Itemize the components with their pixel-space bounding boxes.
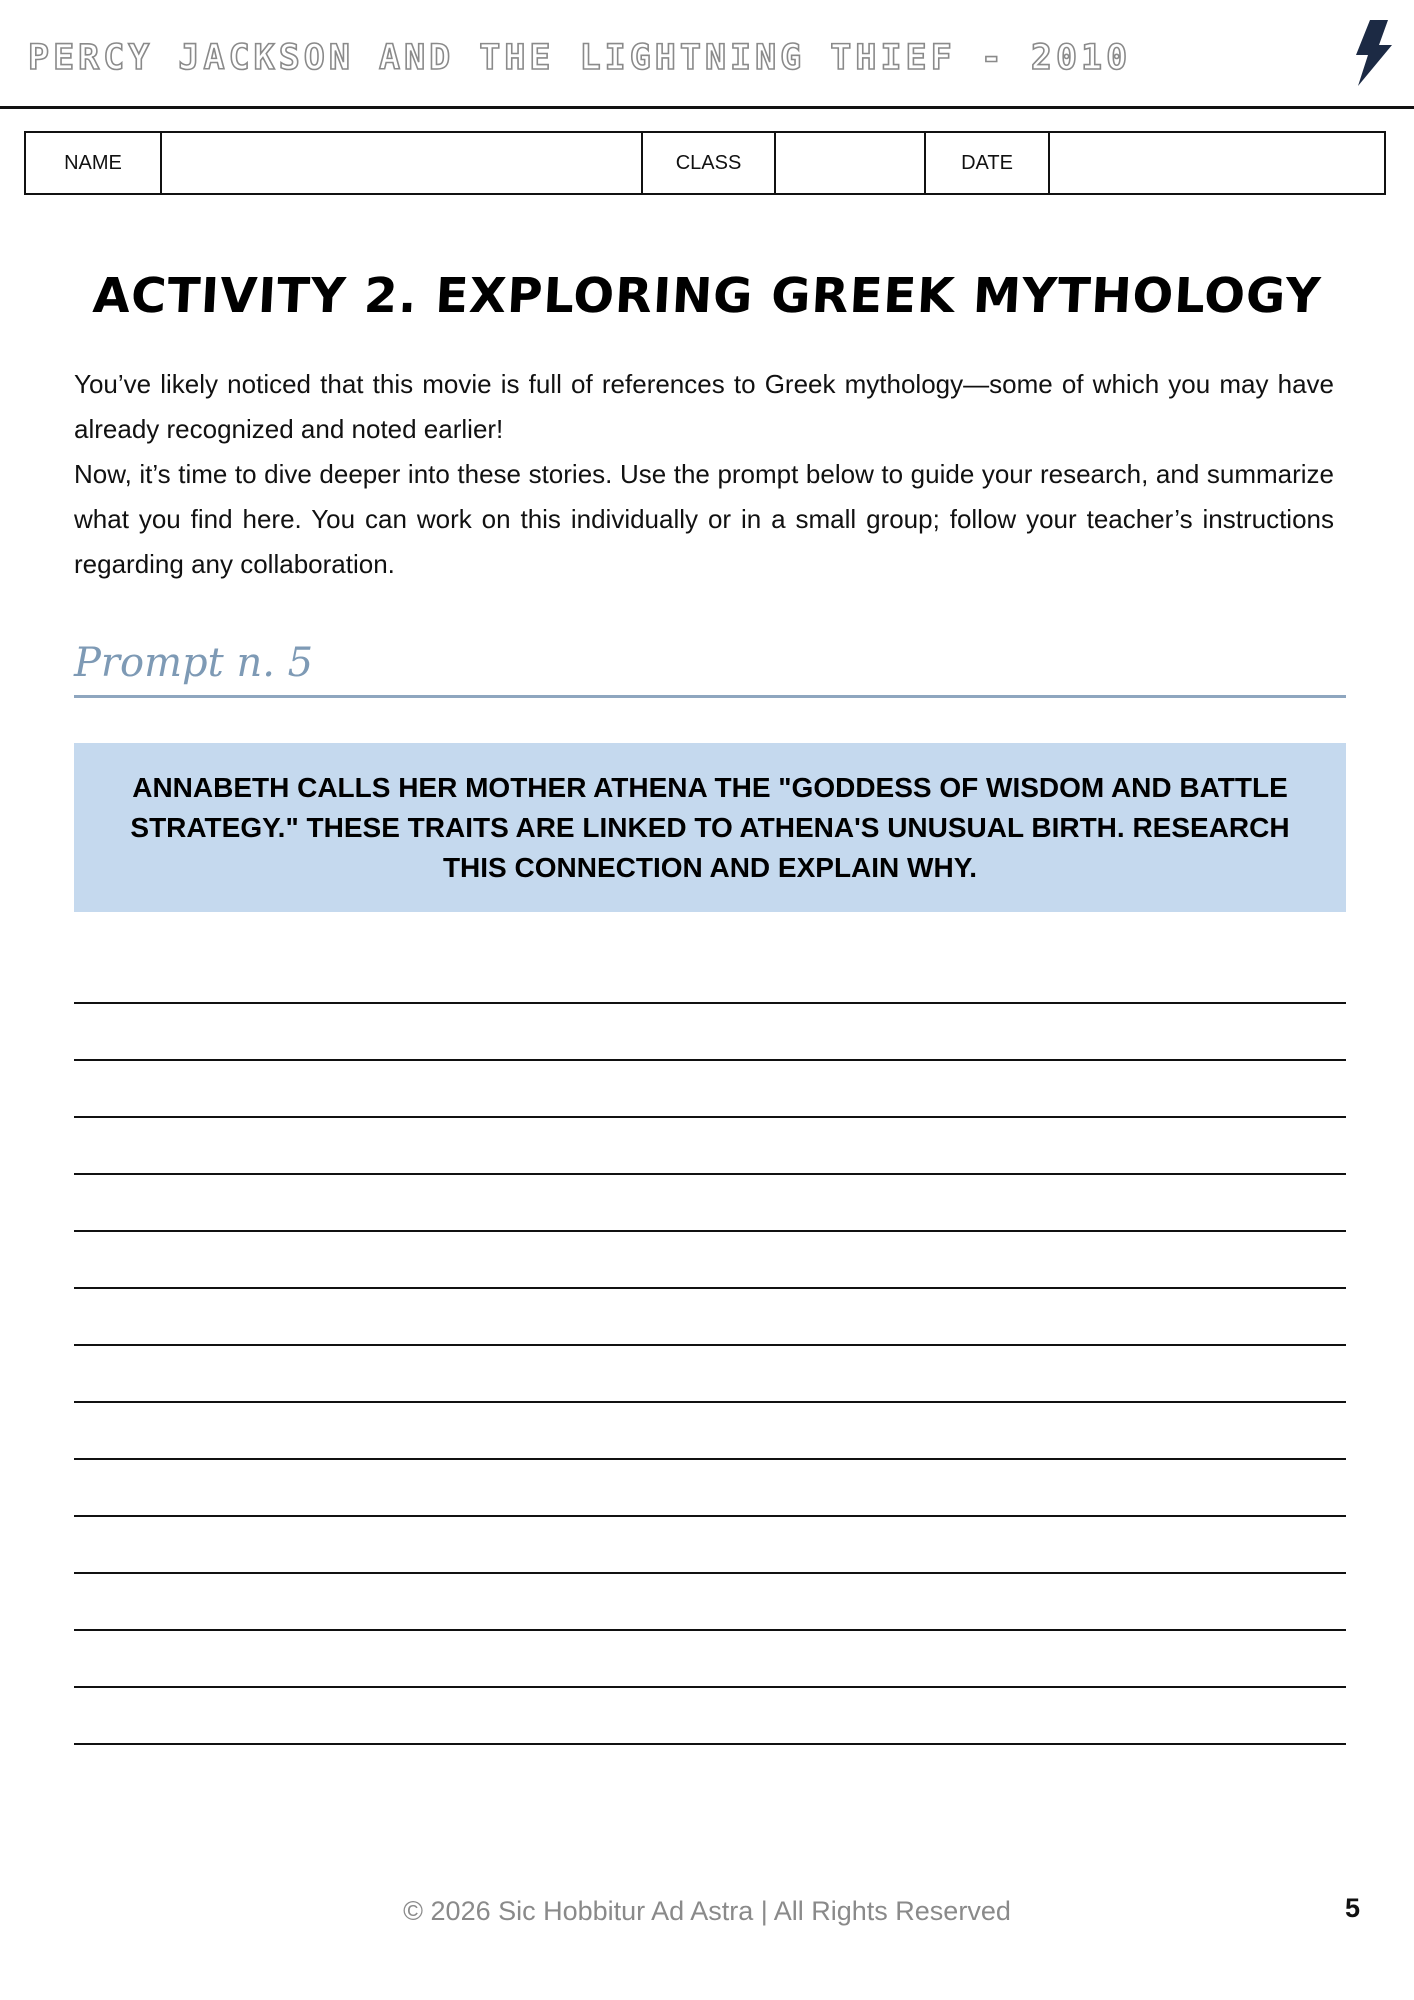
class-label: CLASS [643, 133, 776, 193]
worksheet-header-title: PERCY JACKSON AND THE LIGHTNING THIEF - 2010 [28, 38, 1132, 78]
student-info-table [24, 131, 1386, 195]
prompt-text: ANNABETH CALLS HER MOTHER ATHENA THE "GODDESS OF WISDOM AND BATTLE STRATEGY." THESE TRAITS ARE LINKED TO ATHENA'S UNUSUAL BIRTH. RESEARCH THIS CONNECTION AND EXPLAIN WHY. [130, 771, 1290, 883]
answer-line[interactable] [74, 1401, 1346, 1403]
lightning-bolt-icon [1350, 18, 1394, 88]
answer-line[interactable] [74, 1116, 1346, 1118]
answer-lines[interactable] [74, 1002, 1346, 1800]
page-number: 5 [1344, 1893, 1360, 1923]
prompt-divider [74, 695, 1346, 698]
answer-line[interactable] [74, 1686, 1346, 1688]
answer-line[interactable] [74, 1515, 1346, 1517]
intro-paragraph-1: You’ve likely noticed that this movie is full of references to Greek mythology—some of which you may have already recognized and noted earlier! [74, 369, 1334, 444]
intro-paragraph-2: Now, it’s time to dive deeper into these stories. Use the prompt below to guide your research, and summarize what you find here. You can work on this individually or in a small group; follow your teacher’s instructions regarding any collaboration. [74, 459, 1334, 579]
prompt-box [74, 743, 1346, 912]
answer-line[interactable] [74, 1173, 1346, 1175]
intro-text [74, 362, 1334, 587]
name-field[interactable] [162, 133, 643, 193]
answer-line[interactable] [74, 1287, 1346, 1289]
copyright-footer: © 2026 Sic Hobbitur Ad Astra | All Rights Reserved [403, 1896, 1011, 1926]
answer-line[interactable] [74, 1572, 1346, 1574]
answer-line[interactable] [74, 1458, 1346, 1460]
date-field[interactable] [1050, 133, 1384, 193]
answer-line[interactable] [74, 1002, 1346, 1004]
answer-line[interactable] [74, 1629, 1346, 1631]
answer-line[interactable] [74, 1230, 1346, 1232]
answer-line[interactable] [74, 1059, 1346, 1061]
activity-title: ACTIVITY 2. EXPLORING GREEK MYTHOLOGY [91, 268, 1323, 324]
header-divider [0, 106, 1414, 109]
answer-line[interactable] [74, 1743, 1346, 1745]
date-label: DATE [926, 133, 1050, 193]
class-field[interactable] [776, 133, 926, 193]
name-label: NAME [26, 133, 162, 193]
answer-line[interactable] [74, 1344, 1346, 1346]
prompt-label: Prompt n. 5 [74, 640, 314, 686]
